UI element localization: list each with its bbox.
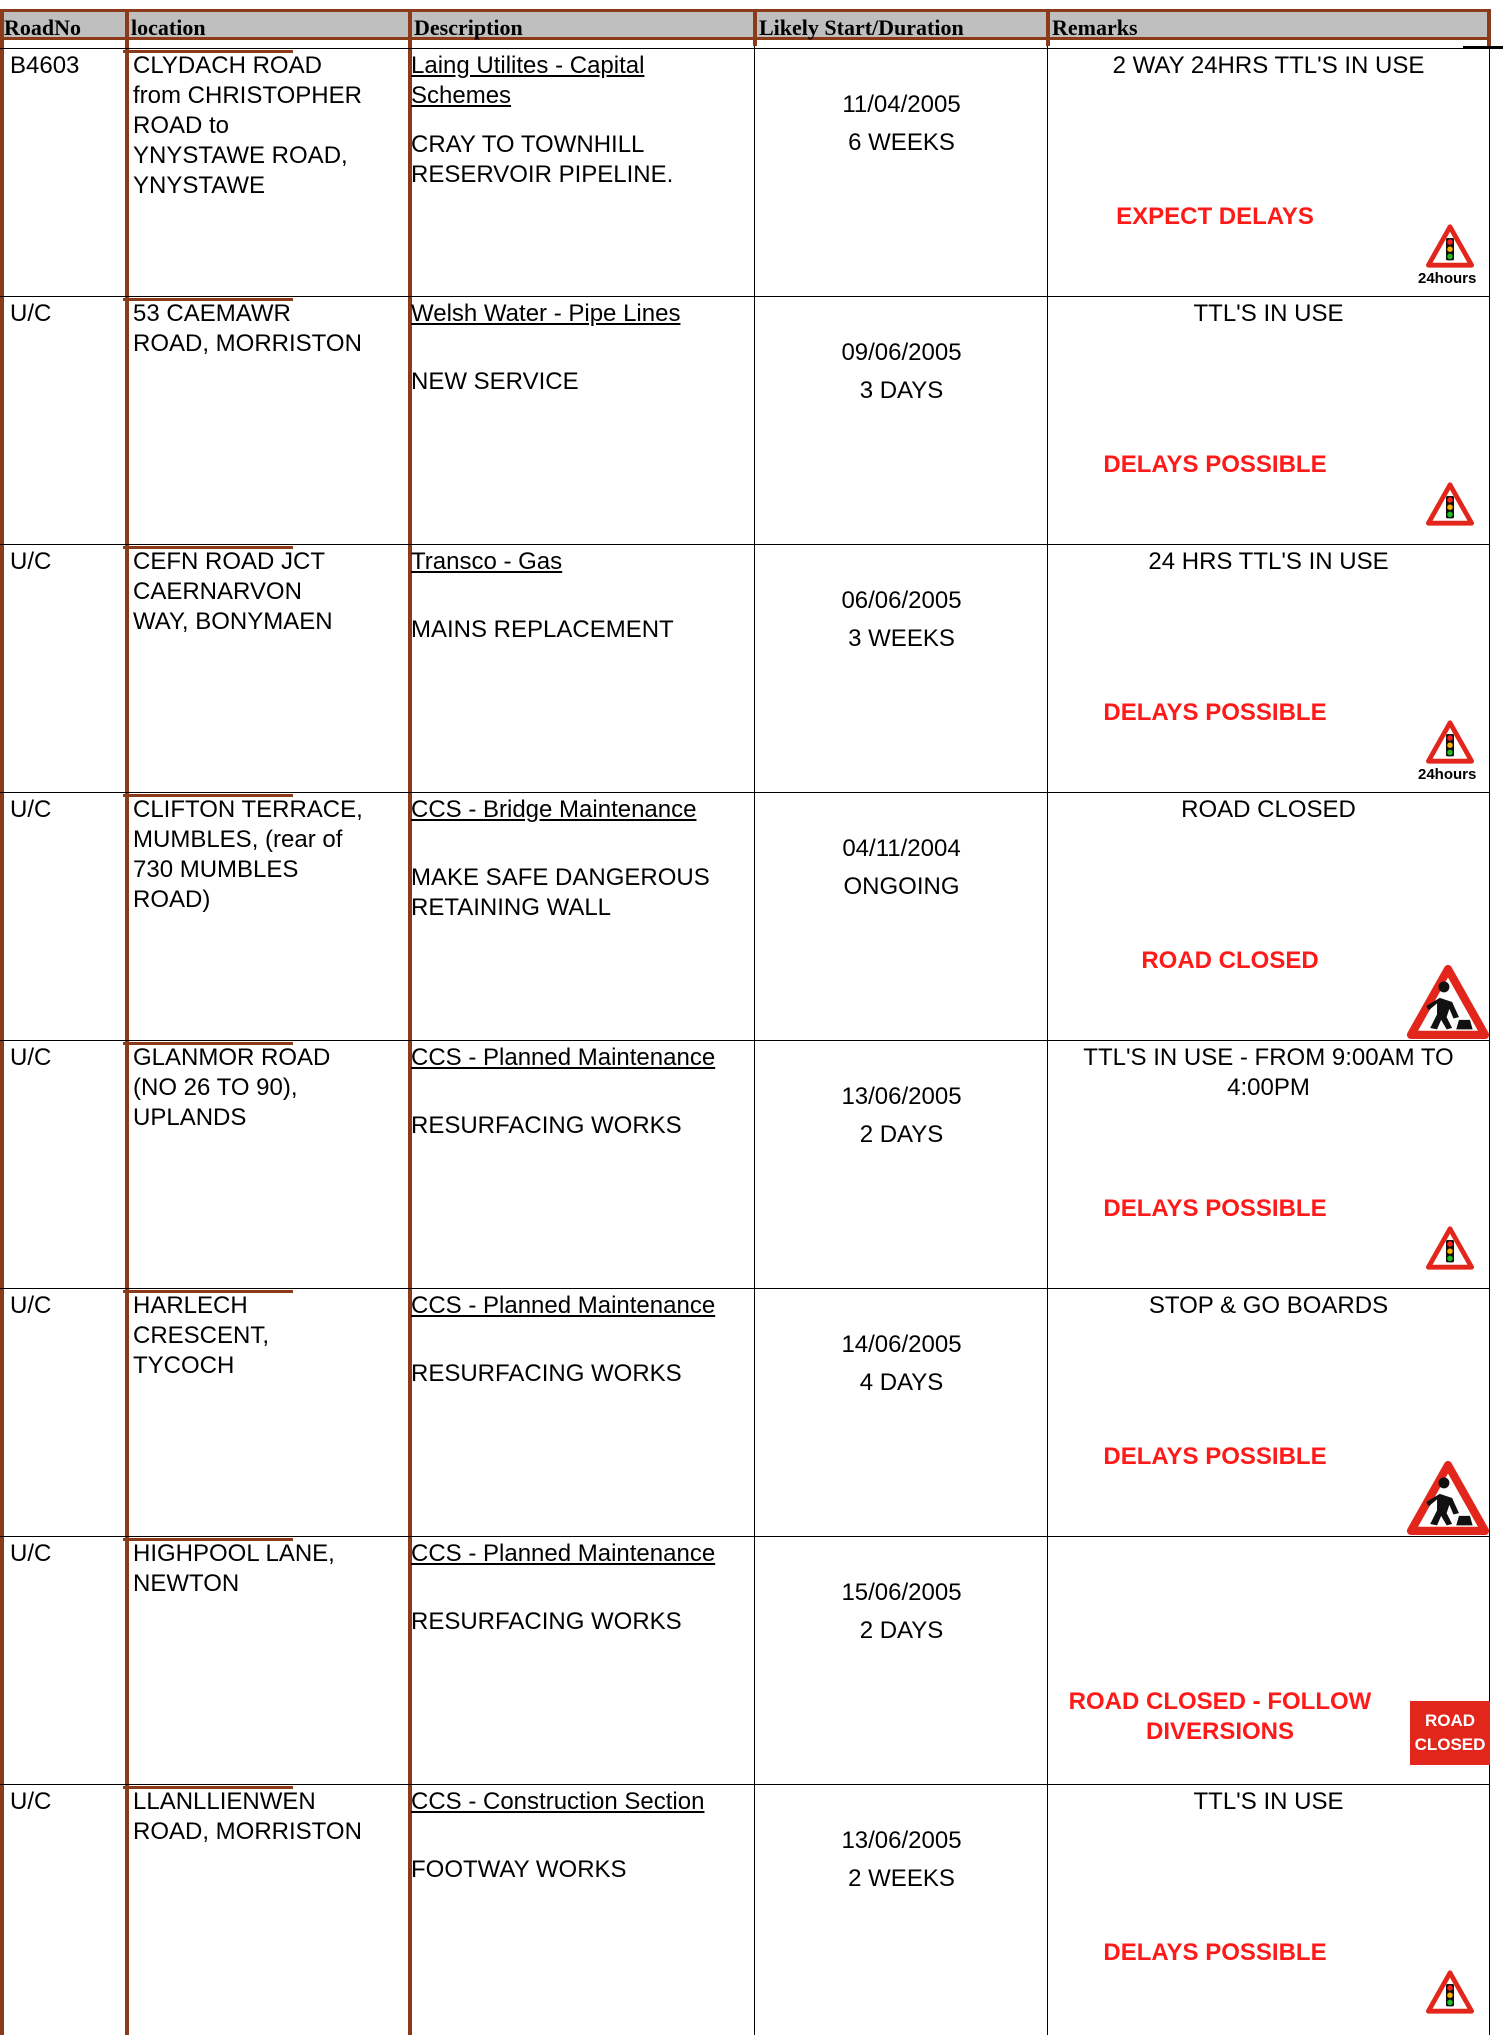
location-text: HIGHPOOL LANE, NEWTON <box>133 1540 335 1597</box>
start-date: 06/06/2005 <box>841 587 962 614</box>
column-rule <box>1487 9 1491 46</box>
start-date: 13/06/2005 <box>841 1083 962 1110</box>
road-closed-sign-icon: ROAD CLOSED <box>1410 1701 1490 1765</box>
location-text: HARLECH CRESCENT, TYCOCH <box>133 1292 270 1379</box>
remark-text: STOP & GO BOARDS <box>1148 1292 1389 1319</box>
header-start-duration: Likely Start/Duration <box>755 9 1048 40</box>
alert-text: ROAD CLOSED <box>1141 947 1319 974</box>
work-description: CRAY TO TOWNHILL RESERVOIR PIPELINE. <box>411 131 674 188</box>
alert-text: DELAYS POSSIBLE <box>1103 699 1327 726</box>
location-text: LLANLLIENWEN ROAD, MORRISTON <box>133 1788 362 1845</box>
remark-text: 2 WAY 24HRS TTL'S IN USE <box>1112 52 1425 79</box>
location-text: CLYDACH ROAD from CHRISTOPHER ROAD to YNYSTAWE ROAD, YNYSTAWE <box>133 52 362 199</box>
column-rule <box>125 9 129 2035</box>
road-number: U/C <box>10 548 52 575</box>
row-divider <box>0 544 1490 545</box>
alert-text: EXPECT DELAYS <box>1116 203 1314 230</box>
remark-text: TTL'S IN USE - FROM 9:00AM TO 4:00PM <box>1083 1044 1454 1101</box>
contractor-text: CCS - Bridge Maintenance <box>411 796 697 823</box>
contractor-text: CCS - Construction Section <box>411 1788 705 1815</box>
road-number: U/C <box>10 1044 52 1071</box>
contractor-text: Welsh Water - Pipe Lines <box>411 300 681 327</box>
work-description: FOOTWAY WORKS <box>411 1856 627 1883</box>
duration: 2 DAYS <box>859 1121 944 1148</box>
contractor-text: CCS - Planned Maintenance <box>411 1044 716 1071</box>
duration: 4 DAYS <box>859 1369 944 1396</box>
duration: 6 WEEKS <box>848 129 955 156</box>
remark-text: ROAD CLOSED <box>1181 796 1356 823</box>
header-remarks: Remarks <box>1048 9 1490 40</box>
row-divider <box>0 48 1490 49</box>
work-description: RESURFACING WORKS <box>411 1608 682 1635</box>
column-rule <box>753 9 757 46</box>
road-number: U/C <box>10 1540 52 1567</box>
location-text: 53 CAEMAWR ROAD, MORRISTON <box>133 300 362 357</box>
roadworks-icon <box>1406 965 1490 1039</box>
road-number: U/C <box>10 300 52 327</box>
start-date: 14/06/2005 <box>841 1331 962 1358</box>
remark-text: TTL'S IN USE <box>1193 300 1344 327</box>
row-divider <box>0 1536 1490 1537</box>
start-date: 09/06/2005 <box>841 339 962 366</box>
location-text: CLIFTON TERRACE, MUMBLES, (rear of 730 MUMBLES ROAD) <box>133 796 363 913</box>
traffic-lights-24hours-icon <box>1426 720 1474 764</box>
duration: 3 DAYS <box>859 377 944 404</box>
alert-text: ROAD CLOSED - FOLLOW DIVERSIONS <box>1068 1688 1372 1745</box>
column-rule <box>0 9 4 2035</box>
traffic-lights-icon <box>1426 482 1474 526</box>
contractor-text: CCS - Planned Maintenance <box>411 1292 716 1319</box>
duration: ONGOING <box>843 873 960 900</box>
header-road-no: RoadNo <box>0 9 127 40</box>
start-date: 04/11/2004 <box>842 835 961 862</box>
road-number: U/C <box>10 1788 52 1815</box>
work-description: RESURFACING WORKS <box>411 1112 682 1139</box>
alert-text: DELAYS POSSIBLE <box>1103 1443 1327 1470</box>
alert-text: DELAYS POSSIBLE <box>1103 451 1327 478</box>
duration: 3 WEEKS <box>848 625 955 652</box>
row-divider <box>0 296 1490 297</box>
start-date: 15/06/2005 <box>841 1579 962 1606</box>
road-number: U/C <box>10 1292 52 1319</box>
row-divider <box>0 1288 1490 1289</box>
start-date: 13/06/2005 <box>841 1827 962 1854</box>
work-description: MAKE SAFE DANGEROUS RETAINING WALL <box>411 864 710 921</box>
road-number: B4603 <box>10 52 80 79</box>
traffic-lights-24hours-icon <box>1426 224 1474 268</box>
alert-text: DELAYS POSSIBLE <box>1103 1939 1327 1966</box>
work-description: MAINS REPLACEMENT <box>411 616 674 643</box>
duration: 2 DAYS <box>859 1617 944 1644</box>
sign-label: 24hours <box>1418 270 1477 287</box>
work-description: NEW SERVICE <box>411 368 579 395</box>
traffic-lights-icon <box>1426 1970 1474 2014</box>
alert-text: DELAYS POSSIBLE <box>1103 1195 1327 1222</box>
header-description: Description <box>410 9 755 40</box>
location-text: GLANMOR ROAD (NO 26 TO 90), UPLANDS <box>133 1044 331 1131</box>
contractor-text: Laing Utilites - Capital Schemes <box>411 52 645 109</box>
contractor-text: CCS - Planned Maintenance <box>411 1540 716 1567</box>
duration: 2 WEEKS <box>848 1865 955 1892</box>
remark-text: TTL'S IN USE <box>1193 1788 1344 1815</box>
header-location: location <box>127 9 410 40</box>
row-divider <box>0 1040 1490 1041</box>
traffic-lights-icon <box>1426 1226 1474 1270</box>
row-divider <box>0 1784 1490 1785</box>
contractor-text: Transco - Gas <box>411 548 563 575</box>
work-description: RESURFACING WORKS <box>411 1360 682 1387</box>
row-divider <box>0 792 1490 793</box>
location-text: CEFN ROAD JCT CAERNARVON WAY, BONYMAEN <box>133 548 333 635</box>
start-date: 11/04/2005 <box>842 91 961 118</box>
column-rule <box>1046 9 1050 46</box>
road-number: U/C <box>10 796 52 823</box>
roadworks-icon <box>1406 1461 1490 1535</box>
remark-text: 24 HRS TTL'S IN USE <box>1148 548 1389 575</box>
sign-label: 24hours <box>1418 766 1477 783</box>
